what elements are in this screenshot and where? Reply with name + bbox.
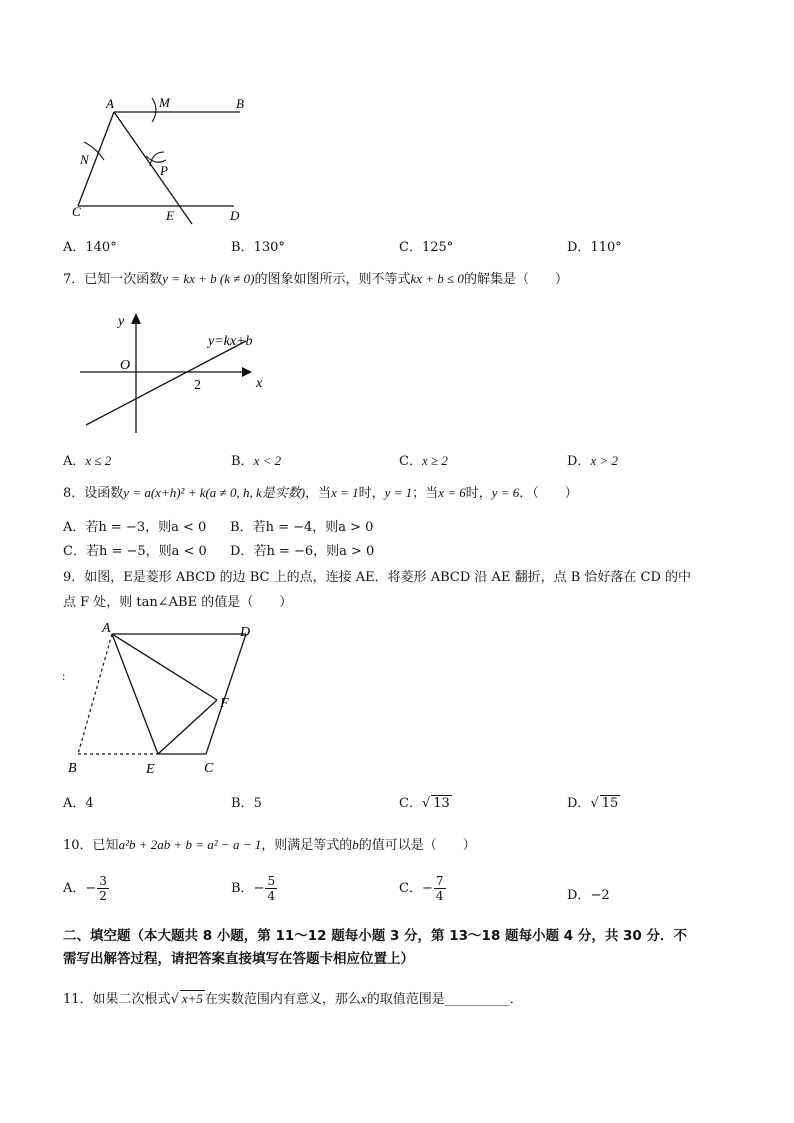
line-label: y=kx+b (208, 334, 253, 349)
q6-figure (66, 90, 266, 228)
stem-text: ，则满足等式的 (261, 838, 353, 853)
label-b: B (68, 761, 77, 776)
option-text: x < 2 (253, 453, 282, 468)
option-letter: A． (63, 796, 86, 811)
label-a: A (106, 96, 114, 111)
question-number: 9． (63, 570, 85, 585)
formula: y = 1 (384, 485, 413, 500)
stem-text: 设函数 (84, 486, 124, 501)
x-axis-arrow (242, 367, 252, 377)
stem-text: 时， (358, 486, 385, 501)
q6-option-a[interactable] (63, 236, 117, 255)
origin-label: O (120, 358, 131, 373)
section-heading-line: 二、填空题（本大题共 8 小题，第 11～12 题每小题 3 分，第 13～18 题每小题 4 分，共 30 分．不 (63, 928, 688, 944)
option-text: 13 (433, 796, 450, 811)
option-text: x ≥ 2 (421, 453, 448, 468)
option-letter: C． (399, 454, 422, 469)
question-number: 8． (63, 486, 85, 501)
option-text: x > 2 (590, 453, 618, 468)
fraction (265, 874, 277, 903)
label-c: C (204, 761, 214, 776)
numerator: 3 (99, 874, 107, 888)
stem-text: 已知 (92, 838, 119, 853)
stem-text: 点 F 处，则 tan∠ABE 的值是（ ） (63, 595, 293, 610)
option-letter: B． (231, 240, 254, 255)
q11-stem: 11．如果二次根式√ x+5 在实数范围内有意义，那么x的取值范围是__________． (63, 991, 523, 1007)
option-text: 5 (253, 796, 262, 811)
option-letter: B． (231, 454, 254, 469)
stem-text: 的取值范围是 (366, 992, 445, 1007)
option-letter: D． (567, 796, 591, 811)
edge-dc (206, 634, 246, 754)
q9-option-d[interactable]: D．√ 15 (567, 796, 619, 811)
q10-stem (63, 834, 476, 853)
ray-ae (114, 112, 192, 224)
stem-text: ；当 (412, 486, 439, 501)
stem-text: ．（ ） (519, 486, 578, 501)
numerator: 5 (267, 874, 276, 888)
formula: b (352, 837, 359, 852)
q8-option-d[interactable] (230, 540, 374, 559)
q7-option-c[interactable] (399, 450, 448, 469)
label-n: N (80, 152, 89, 167)
q8-option-a[interactable] (63, 516, 206, 535)
label-c: C (72, 204, 81, 219)
denominator: 4 (267, 889, 276, 903)
option-letter: A． (63, 881, 86, 896)
q7-graph (76, 305, 286, 440)
formula: x (360, 991, 367, 1006)
q9-option-c[interactable]: C．√ 13 (399, 796, 450, 811)
formula: y = a(x+h)² + k(a ≠ 0, h, k是实数) (123, 485, 306, 500)
question-number: 7． (63, 272, 85, 287)
option-letter: D． (567, 454, 591, 469)
label-e: E (146, 762, 155, 777)
option-text: 15 (601, 796, 619, 811)
option-letter: A． (63, 240, 86, 255)
option-letter: A． (63, 520, 86, 535)
question-number: 10． (63, 838, 93, 853)
option-letter: D． (230, 544, 254, 559)
option-text: 若h = −4，则a > 0 (252, 520, 374, 535)
option-letter: C． (399, 881, 422, 896)
q9-stem-line1 (63, 566, 691, 585)
option-letter: D． (567, 888, 591, 903)
q8-option-b[interactable] (230, 516, 373, 535)
formula: a²b + 2ab + b = a² − a − 1 (118, 837, 262, 852)
option-text: 若h = −3，则a < 0 (85, 520, 207, 535)
option-text: 若h = −6，则a > 0 (253, 544, 375, 559)
label-d: D (230, 208, 240, 223)
x-label: x (256, 376, 263, 391)
option-letter: C． (399, 240, 422, 255)
q9-option-a[interactable] (63, 792, 94, 811)
q7-stem (63, 268, 568, 287)
formula: x = 6 (438, 485, 466, 500)
label-e: E (166, 208, 174, 223)
option-text: 140° (85, 240, 117, 255)
answer-blank[interactable]: __________ (444, 992, 510, 1007)
formula: x = 1 (331, 485, 359, 500)
q9-figure (60, 620, 270, 778)
stem-text: 的值可以是（ ） (358, 838, 476, 853)
formula: y = kx + b (k ≠ 0) (162, 271, 255, 286)
q10-option-d[interactable] (567, 884, 610, 903)
q10-option-a[interactable] (63, 874, 110, 903)
option-text: 若h = −5，则a < 0 (85, 544, 207, 559)
option-letter: D． (567, 240, 591, 255)
segment-af (112, 634, 217, 700)
option-text: 125° (421, 240, 454, 255)
option-letter: B． (231, 796, 254, 811)
segment-ae (112, 634, 158, 754)
stem-text: 在实数范围内有意义，那么 (204, 992, 361, 1007)
q7-option-b[interactable] (231, 450, 281, 469)
label-d: D (240, 625, 251, 640)
numerator: 7 (435, 874, 444, 888)
label-p: P (160, 163, 168, 178)
stem-text: 如果二次根式 (92, 992, 171, 1007)
fraction (97, 874, 109, 903)
option-letter: B． (231, 881, 254, 896)
label-a: A (102, 621, 111, 636)
label-f: F (220, 696, 229, 711)
option-letter: C． (399, 796, 422, 811)
stem-text: ． (509, 992, 523, 1007)
label-m: M (159, 95, 170, 110)
denominator: 2 (99, 889, 107, 903)
option-sign: − (421, 881, 433, 896)
stray-mark: : (62, 669, 66, 683)
denominator: 4 (435, 889, 444, 903)
q10-option-c[interactable] (399, 874, 447, 903)
fraction (434, 874, 446, 903)
q10-option-b[interactable] (231, 874, 278, 903)
stem-text: 的解集是（ ） (463, 272, 568, 287)
option-text: 4 (85, 796, 94, 811)
label-b: B (236, 96, 244, 111)
option-sign: − (85, 881, 97, 896)
q6-option-d[interactable] (567, 236, 622, 255)
formula: kx + b ≤ 0 (410, 271, 464, 286)
stem-text: 如图，E是菱形 ABCD 的边 BC 上的点，连接 AE．将菱形 ABCD 沿 AE 翻折，点 B 恰好落在 CD 的中 (84, 570, 692, 585)
stem-text: 时， (465, 486, 492, 501)
option-text: 110° (590, 240, 622, 255)
radicand: x+5 (181, 991, 203, 1006)
stem-text: 已知一次函数 (84, 272, 163, 287)
stem-text: ，当 (305, 486, 332, 501)
q6-option-b[interactable] (231, 236, 285, 255)
option-text: 130° (253, 240, 285, 255)
option-letter: A． (63, 454, 86, 469)
section-2-heading (63, 925, 687, 971)
formula: y = 6 (491, 485, 520, 500)
arc-m (152, 98, 156, 122)
question-number: 11． (63, 992, 93, 1007)
option-text: −2 (590, 888, 610, 903)
stem-text: 的图象如图所示，则不等式 (254, 272, 411, 287)
q7-option-a[interactable] (63, 450, 111, 469)
intercept-label: 2 (194, 378, 201, 393)
edge-ba-dashed (78, 634, 112, 754)
q7-option-d[interactable] (567, 450, 618, 469)
y-label: y (118, 314, 125, 329)
q8-stem (63, 482, 578, 501)
section-heading-line: 需写出解答过程，请把答案直接填写在答题卡相应位置上） (63, 951, 414, 967)
option-letter: B． (230, 520, 253, 535)
q9-option-b[interactable] (231, 792, 262, 811)
q9-stem-line2 (63, 591, 292, 610)
option-text: x ≤ 2 (85, 453, 112, 468)
option-sign: − (253, 881, 265, 896)
q6-option-c[interactable] (399, 236, 453, 255)
option-letter: C． (63, 544, 86, 559)
q8-option-c[interactable] (63, 540, 207, 559)
y-axis-arrow (131, 313, 141, 324)
function-line (86, 341, 246, 425)
